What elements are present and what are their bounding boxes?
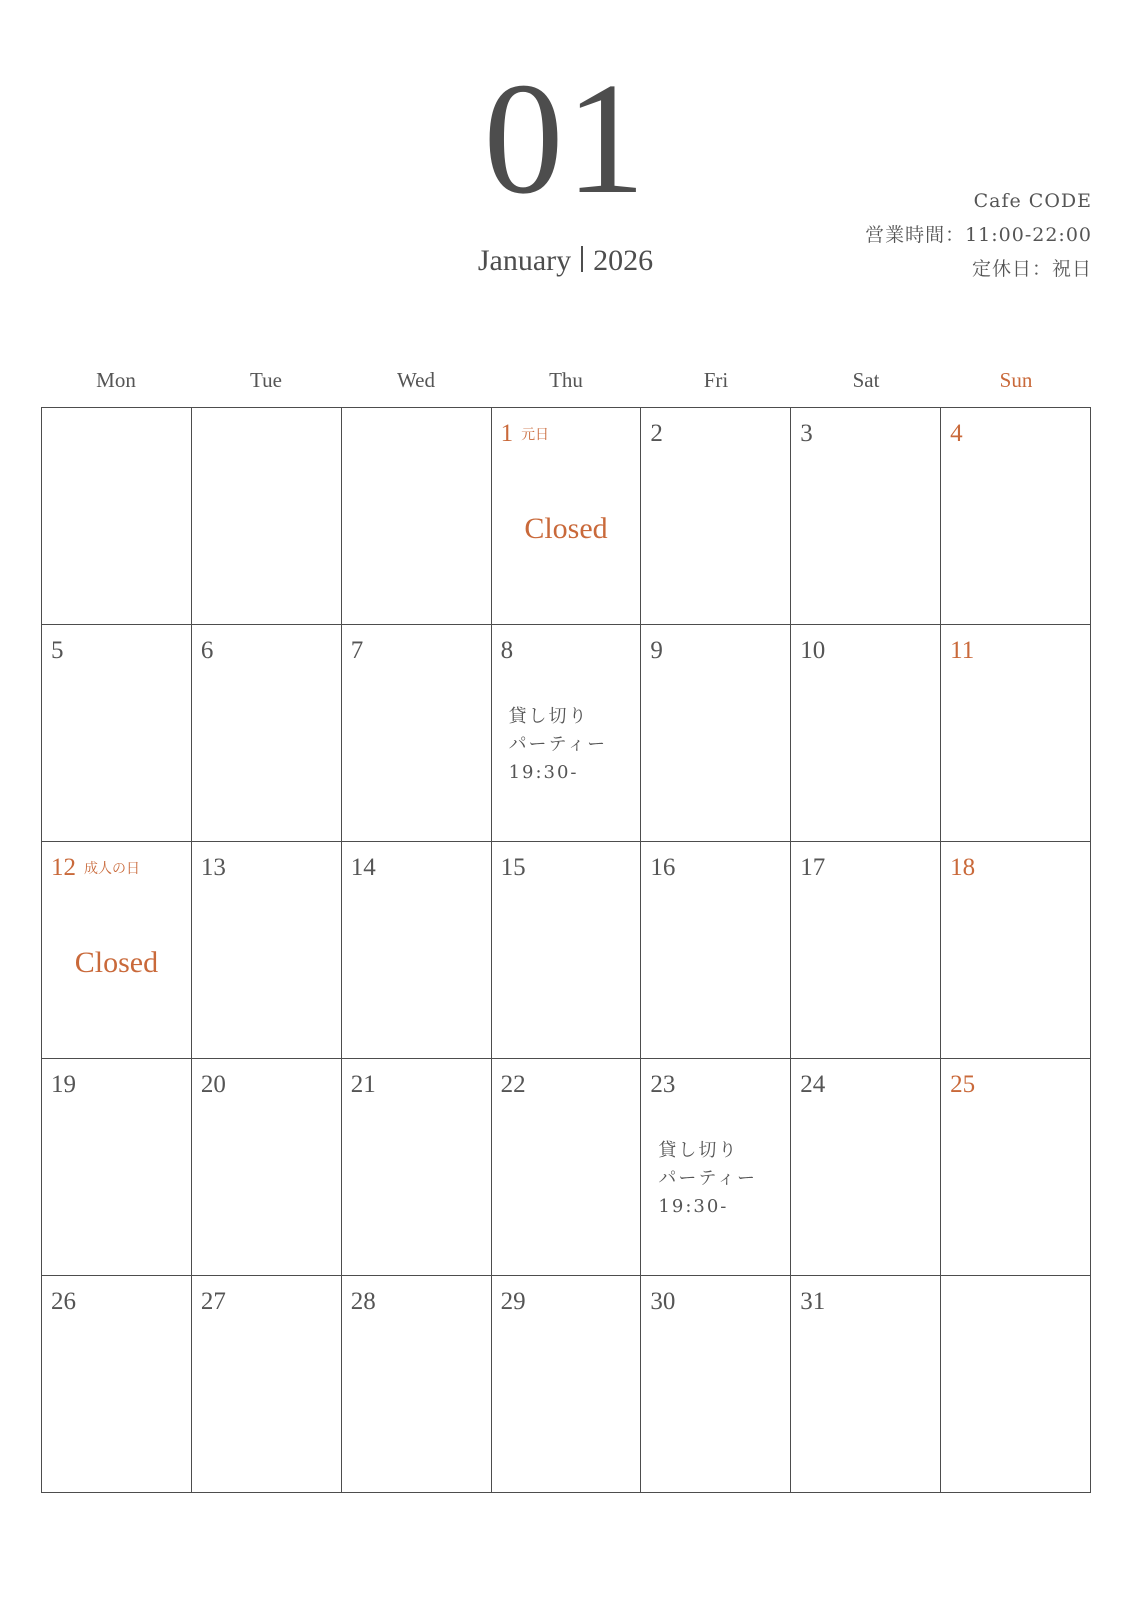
day-number-text: 17 [800, 854, 826, 881]
weekday-header [41, 368, 1091, 398]
calendar-cell [42, 842, 192, 1059]
day-number [800, 854, 825, 882]
day-number-text: 7 [350, 637, 364, 664]
holiday-name: 成人の日 [84, 861, 140, 877]
shop-info [865, 184, 1092, 286]
weekday-mon: Mon [96, 368, 136, 392]
calendar-cell [42, 625, 192, 842]
weekday-sat: Sat [852, 368, 880, 392]
calendar-cell [941, 1276, 1091, 1493]
day-number-text: 10 [800, 637, 826, 664]
calendar-cell [492, 1059, 642, 1276]
day-number-text: 13 [200, 854, 226, 881]
day-number [51, 1071, 76, 1099]
calendar-cell [192, 625, 342, 842]
event-line: 19:30- [658, 1196, 729, 1217]
calendar-cell [42, 1276, 192, 1493]
calendar-cell [941, 1059, 1091, 1276]
calendar-cell [791, 408, 941, 625]
month-name: January [477, 244, 572, 277]
closed-label: Closed [524, 512, 608, 545]
day-number [800, 1288, 825, 1316]
calendar-cell [192, 1059, 342, 1276]
day-number [351, 637, 364, 665]
day-number [51, 637, 64, 665]
calendar-cell [492, 408, 642, 625]
day-number-text: 21 [350, 1071, 376, 1098]
day-number-text: 27 [200, 1288, 226, 1315]
calendar-grid [41, 407, 1091, 1493]
event-line: 19:30- [508, 762, 579, 783]
day-number [201, 854, 226, 882]
calendar-cell [492, 842, 642, 1059]
event-line: 貸し切り [658, 1140, 739, 1161]
day-number-text: 4 [950, 420, 963, 447]
day-number [950, 637, 974, 665]
day-number [51, 854, 140, 882]
day-number-text: 16 [650, 854, 676, 881]
calendar-cell [492, 625, 642, 842]
calendar-cell [192, 842, 342, 1059]
shop-name: Cafe CODE [973, 190, 1092, 212]
calendar-cell [791, 625, 941, 842]
calendar-cell [42, 408, 192, 625]
weekday-wed: Wed [397, 368, 435, 392]
holiday-name: 元日 [521, 427, 550, 443]
day-number-text: 6 [200, 637, 214, 664]
event-note [509, 703, 608, 787]
day-number [950, 854, 975, 882]
year: 2026 [593, 244, 654, 277]
day-number [501, 1071, 526, 1099]
day-number [351, 854, 376, 882]
event-line: パーティー [508, 734, 608, 755]
day-number [950, 420, 963, 448]
business-hours: 営業時間：11:00-22:00 [865, 224, 1092, 246]
day-number [201, 1288, 226, 1316]
event-note [658, 1137, 757, 1221]
calendar-cell [641, 842, 791, 1059]
day-number-text: 12 [51, 854, 76, 881]
calendar-cell [941, 842, 1091, 1059]
calendar-cell [641, 1059, 791, 1276]
calendar-cell [342, 842, 492, 1059]
calendar-cell [192, 408, 342, 625]
day-number-text: 22 [500, 1071, 526, 1098]
day-number [650, 1071, 675, 1099]
weekday-thu: Thu [549, 368, 583, 392]
day-number [650, 1288, 675, 1316]
day-number [351, 1071, 376, 1099]
weekday-fri: Fri [703, 368, 729, 392]
calendar-cell [941, 408, 1091, 625]
divider [581, 246, 583, 272]
day-number [650, 854, 675, 882]
day-number [650, 420, 663, 448]
day-number [950, 1071, 975, 1099]
month-number: 01 [483, 49, 648, 227]
day-number-text: 8 [500, 637, 514, 664]
calendar-cell [192, 1276, 342, 1493]
day-number [351, 1288, 376, 1316]
day-number [501, 420, 550, 448]
day-number [501, 637, 514, 665]
day-number [501, 854, 526, 882]
day-number [51, 1288, 76, 1316]
event-line: パーティー [658, 1168, 757, 1189]
calendar-cell [342, 408, 492, 625]
closed-label: Closed [74, 946, 159, 979]
calendar-cell [791, 1276, 941, 1493]
day-number [650, 637, 663, 665]
event-line: 貸し切り [508, 706, 589, 727]
day-number [800, 1071, 825, 1099]
calendar-cell [42, 1059, 192, 1276]
day-number-text: 11 [950, 637, 975, 664]
day-number-text: 18 [950, 854, 976, 881]
day-number-text: 31 [800, 1288, 826, 1315]
day-number-text: 28 [350, 1288, 376, 1315]
calendar-cell [941, 625, 1091, 842]
calendar-cell [342, 1059, 492, 1276]
day-number-text: 26 [51, 1288, 76, 1315]
day-number-text: 2 [650, 420, 663, 447]
day-number-text: 20 [200, 1071, 226, 1098]
calendar-cell [342, 1276, 492, 1493]
calendar-cell [492, 1276, 642, 1493]
calendar-cell [641, 408, 791, 625]
day-number-text: 9 [650, 637, 663, 664]
weekday-tue: Tue [250, 368, 282, 392]
day-number-text: 14 [350, 854, 376, 881]
regular-holidays: 定休日：祝日 [971, 258, 1092, 280]
day-number-text: 23 [650, 1071, 676, 1098]
weekday-sun: Sun [999, 368, 1033, 392]
day-number-text: 5 [51, 637, 64, 664]
day-number-text: 3 [800, 420, 813, 447]
day-number [201, 637, 214, 665]
day-number [501, 1288, 526, 1316]
day-number [800, 637, 825, 665]
day-number-text: 30 [650, 1288, 676, 1315]
day-number-text: 29 [500, 1288, 526, 1315]
day-number-text: 25 [950, 1071, 976, 1098]
calendar-cell [791, 1059, 941, 1276]
day-number-text: 15 [500, 854, 526, 881]
day-number [800, 420, 813, 448]
calendar-cell [342, 625, 492, 842]
calendar-cell [641, 625, 791, 842]
day-number-text: 19 [51, 1071, 76, 1098]
day-number-text: 24 [800, 1071, 826, 1098]
calendar-cell [791, 842, 941, 1059]
day-number [201, 1071, 226, 1099]
day-number-text: 1 [500, 420, 514, 447]
calendar-cell [641, 1276, 791, 1493]
